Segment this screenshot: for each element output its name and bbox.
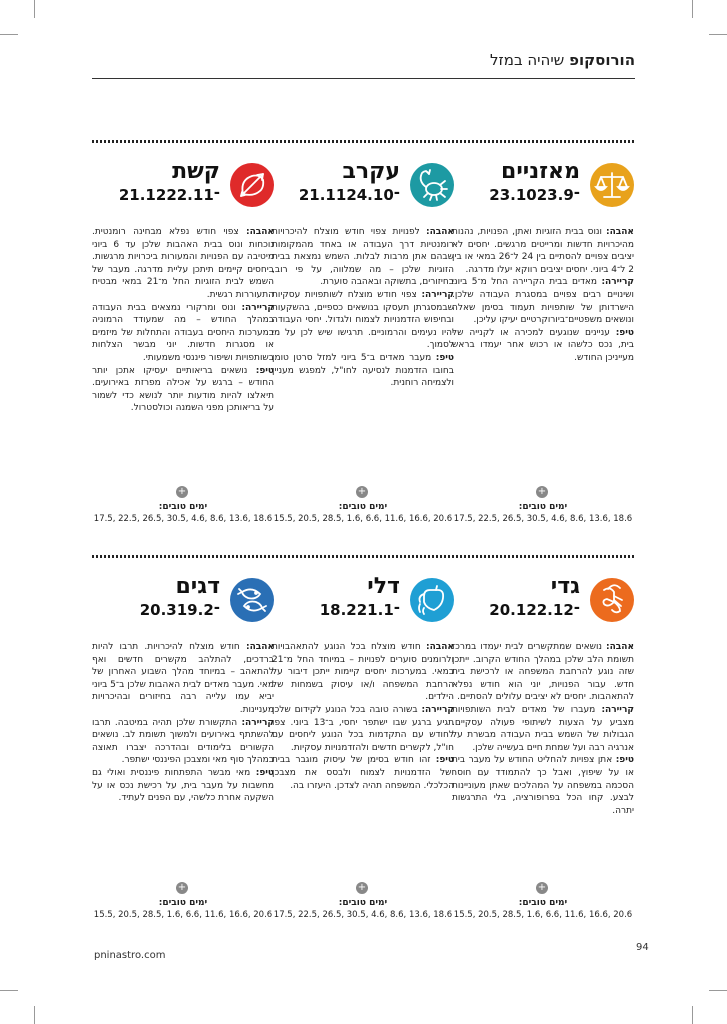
tip-text: מאי מבשר התפתחות פיננסית ואולי גם מחשבות על מעבר בית, על רכישת נכס או על השקעה אחרת כלשהי, עם הפנים לעתיד. [92, 767, 274, 804]
sign-name: מאזניים [501, 159, 580, 184]
love-text: חודש מוצלח להיכרויות. תרבו להיות ברדכים, להתלהב מקשרים חדשים ואף להתאהב – במיוחד מהלך השבוע האחרון של מאי. מעבר מאדים לבית האהבות שלכן ב־5 ביוני יביא עמו עלייה רבה בחיזורים ובהיכרויות מעניינות. [92, 642, 274, 715]
forecast-text [452, 226, 634, 365]
plus-icon: + [537, 486, 547, 497]
career-label: קריירה: [601, 277, 634, 288]
good-days-list: 15.5, 20.5, 28.5, 1.6, 6.6, 11.6, 16.6, 20.6 [453, 910, 633, 920]
career-text: בשורה טובה בכל הנוגע לקידום שלכן תגיע ברגע שבו ישתפר יחסי, ב־13 ביוני. צפו לחודש עם התקדמות בכל הנוגע ליחסים עם חו"ל, לקשרים חדשים ולהזדמנויות עסקיות. [272, 704, 454, 753]
tip-text: נושאים בריאותיים יעסיקו אתכן יותר החודש – ברגש על אכילה מפרזת באירועים. תיאלצו להיות מודעות יותר לנושא כדי לשמור על בריאותכן מפני השמנה וכולסטרול. [92, 365, 274, 414]
forecast-text [92, 641, 274, 805]
love-label: אהבה: [425, 227, 454, 237]
crop-mark [692, 0, 693, 18]
scorpio-icon [410, 163, 454, 207]
dotted-rule [92, 140, 274, 143]
forecast-text [272, 226, 454, 390]
section-brand: הורוסקופ [569, 51, 635, 69]
love-text: לפנויות צפוי חודש מוצלח להיכרויות רומנטיות דרך העבודה או באחד מהמקומות שבהם אתן מרבות לבלות. השמש נמצאת בבית הזוגיות שלכן – מה שמלווה, על פי רוב, בחיזורים, בתשוקה ובאהבה סוערת. [272, 227, 454, 288]
sign-card-libra [452, 140, 634, 524]
sign-name: קשת [172, 159, 220, 184]
good-days-label: ימים טובים: [518, 502, 568, 512]
plus-icon: + [357, 486, 367, 497]
good-days-list: 17.5, 22.5, 26.5, 30.5, 4.6, 8.6, 13.6, 18.6 [273, 910, 453, 920]
dotted-rule [452, 140, 634, 143]
section-title [490, 50, 635, 70]
aquarius-icon [410, 578, 454, 622]
pisces-icon [230, 578, 274, 622]
plus-icon: + [357, 882, 367, 893]
sign-dates: 21.11־24.10 [298, 186, 400, 204]
career-label: קריירה: [241, 302, 274, 313]
sign-name: דלי [367, 574, 400, 599]
page-number: 94 [636, 942, 649, 953]
tip-text: אתן צפויות להחליט החודש על מעבר בית או על שיפוץ, ואבל כך להתמודד עם חוסר הסכמה במשפחה על המהלכים שאתן מעוניינות לבצע. קחו הכל בפרופורציה, בלי התרגשות יתרה. [452, 755, 634, 816]
tip-text: עניינים שנוגעים למכירה או לקנייה של בית, נכס כלשהו או רכוש אחר יעמדו בראש מעייניכן החודש. [452, 327, 634, 363]
career-label: קריירה: [241, 717, 274, 728]
sign-name: גדי [550, 574, 580, 599]
tip-label: טיפ: [615, 327, 634, 338]
good-days-list: 15.5, 20.5, 28.5, 1.6, 6.6, 11.6, 16.6, 20.6 [273, 514, 453, 524]
love-label: אהבה: [245, 642, 274, 652]
good-days-label: ימים טובים: [518, 898, 568, 908]
love-text: נושאים שמתקשרים לבית יעמדו במרכז תשומת הלב שלכן במהלך החודש הקרוב. ייתכן שזה נוגע להרחבת המשפחה או לרכישת בית חדש. עבור הפנויות, יוני הוא חודש נפלא להתאהבות. יחסים לא יציבים עלולים להסתיים. [452, 642, 634, 703]
crop-mark [0, 34, 18, 35]
good-days-label: ימים טובים: [158, 898, 208, 908]
crop-mark [0, 990, 18, 991]
good-days-list: 17.5, 22.5, 26.5, 30.5, 4.6, 8.6, 13.6, 18.6 [453, 514, 633, 524]
forecast-text [92, 226, 274, 415]
tip-label: טיפ: [255, 365, 274, 376]
libra-icon [590, 163, 634, 207]
tip-label: טיפ: [255, 767, 274, 778]
sign-card-capricorn [452, 555, 634, 925]
crop-mark [709, 990, 727, 991]
sign-card-pisces [92, 555, 274, 925]
career-text: מעברו של מאדים לבית השותפויות מצביע על הצעות לשיתופי פעולה עסקיים. הגבולות של השמש בבית העבודה מבשרת על אנרגיה רבה ועל שמחת חיים בעשייה שלכן. [452, 704, 634, 753]
sign-dates: 23.10־23.9 [489, 186, 580, 204]
love-label: אהבה: [605, 642, 634, 652]
good-days-list: 17.5, 22.5, 26.5, 30.5, 4.6, 8.6, 13.6, 18.6 [93, 514, 273, 524]
footer-url[interactable]: pninastro.com [94, 950, 166, 961]
career-text: מאדים בבית הקריירה החל מ־5 ביוני ושינויים רבים צפויים במסגרת העבודה שלכן. הישרדותן של שותפויות תעמוד בסימן שאלה ונושאים משפטיים־ביורוקרטיים יעיקו עליכן. [452, 277, 634, 326]
sagittarius-icon [230, 163, 274, 207]
love-label: אהבה: [245, 227, 274, 237]
header-rule [92, 78, 635, 79]
plus-icon: + [177, 486, 187, 497]
sign-dates: 20.3־19.2 [139, 601, 220, 619]
love-text: ונוס בבית הזוגיות ואתן, הפנויות, נהנות מהיכרויות חדשות ומרייטים מרגשים. יחסים לא יציבים צפויים להסתיים בין 24 ל־26 במאי או בין 2 ל־4 ביוני. יחסים יציבים רווקא יעלו מדרגה. [452, 227, 634, 275]
dotted-rule [92, 555, 274, 558]
tip-label: טיפ: [435, 352, 455, 363]
career-label: קריירה: [421, 704, 454, 715]
dotted-rule [272, 555, 454, 558]
career-text: ונוס ומרקורי נמצאים בבית העבודה במהלך החודש – מה שמעודד הרמוניה במערכות היחסים בעבודה והתחלות של מיזמים או מסגרות חדשות. יוני מבשר הצלחות בשותפויות ושיפור פיננסי משמעותי. [92, 302, 274, 363]
love-text: חודש מוצלח בכל הנוגע להתאהבויות ולרומנים סוערים לפנויות – במיוחד החל מ־21 במאי. במערכות יחסים קיימות ייתכן דיבור על הרחבת המשפחה ו/או עיסוק בשמחות של הילדים. [272, 642, 454, 703]
career-label: קריירה: [421, 289, 454, 300]
plus-icon: + [177, 882, 187, 893]
good-days-label: ימים טובים: [338, 898, 388, 908]
page-header [0, 50, 727, 72]
career-label: קריירה: [601, 704, 634, 715]
sign-name: עקרב [342, 159, 400, 184]
crop-mark [692, 1006, 693, 1024]
section-subtitle: שיהיה במזל [490, 51, 565, 69]
crop-mark [34, 0, 35, 18]
sign-card-scorpio [272, 140, 455, 524]
love-label: אהבה: [425, 642, 454, 652]
dotted-rule [272, 140, 454, 143]
good-days-list: 15.5, 20.5, 28.5, 1.6, 6.6, 11.6, 16.6, 20.6 [93, 910, 273, 920]
sign-name: דגים [175, 574, 220, 599]
crop-mark [709, 34, 727, 35]
career-text: צפוי חודש מוצלח לשותפויות עסקיות שבמסגרתן תעסקו בנושאים כספיים, בהשקעות ובחיפוש הזדמנויות לצמוח ולגדול. יחסי העבודה יהיו נעימים והרמוניים. תרגישו שיש לכן על מי לסמוך. [272, 289, 454, 351]
tip-text: זהו חודש בסימן של עיסוק מוגבר בבית ושל הזדמנויות לצמוח ולבסס את מצבכן הכלכלי. המשפחה תהיה לצדכן. היעזרו בה. [272, 755, 454, 791]
capricorn-icon [590, 578, 634, 622]
plus-icon: + [537, 882, 547, 893]
tip-label: טיפ: [435, 755, 454, 766]
love-label: אהבה: [605, 227, 634, 237]
sign-card-sagittarius [92, 140, 274, 524]
forecast-text [272, 641, 454, 792]
forecast-text [452, 641, 634, 817]
good-days-label: ימים טובים: [338, 502, 388, 512]
crop-mark [34, 1006, 35, 1024]
career-text: התקשורת שלכן תהיה במיטבה. תרבו להשתתף באירועים ולמשוך תשומת לב. נושאים הקשורים בלימודים ובהדרכה יצברו תאוצה במהלך סוף מאי ומצבכן הפיננסי ישתפר. [92, 717, 274, 766]
good-days-label: ימים טובים: [158, 502, 208, 512]
tip-label: טיפ: [615, 755, 634, 766]
sign-dates: 21.12־22.11 [118, 186, 220, 204]
sign-dates: 18.2־21.1 [319, 601, 400, 619]
sign-dates: 20.1־22.12 [489, 601, 580, 619]
sign-card-aquarius [272, 555, 454, 925]
love-text: צפוי חודש נפלא מבחינה רומנטית. נוכחות ונוס בבית האהבות שלכן עד 6 ביוני מיטיבה עם הפנויות והמעורות ביכרויות מרגשות. ביחסים קיימים תיתכן עליית מדרגה. מעבר של השמש לבית הזוגיות החל מ־21 במאי מבטיח התעוררות רגשית. [92, 227, 274, 300]
dotted-rule [452, 555, 634, 558]
tip-text: מעבר מאדים ב־5 ביוני למזל סרטן טומן בחובו הזדמנות לנסיעה לחו"ל, למפגש מעניין ולצמיחה רוחנית. [272, 352, 454, 389]
